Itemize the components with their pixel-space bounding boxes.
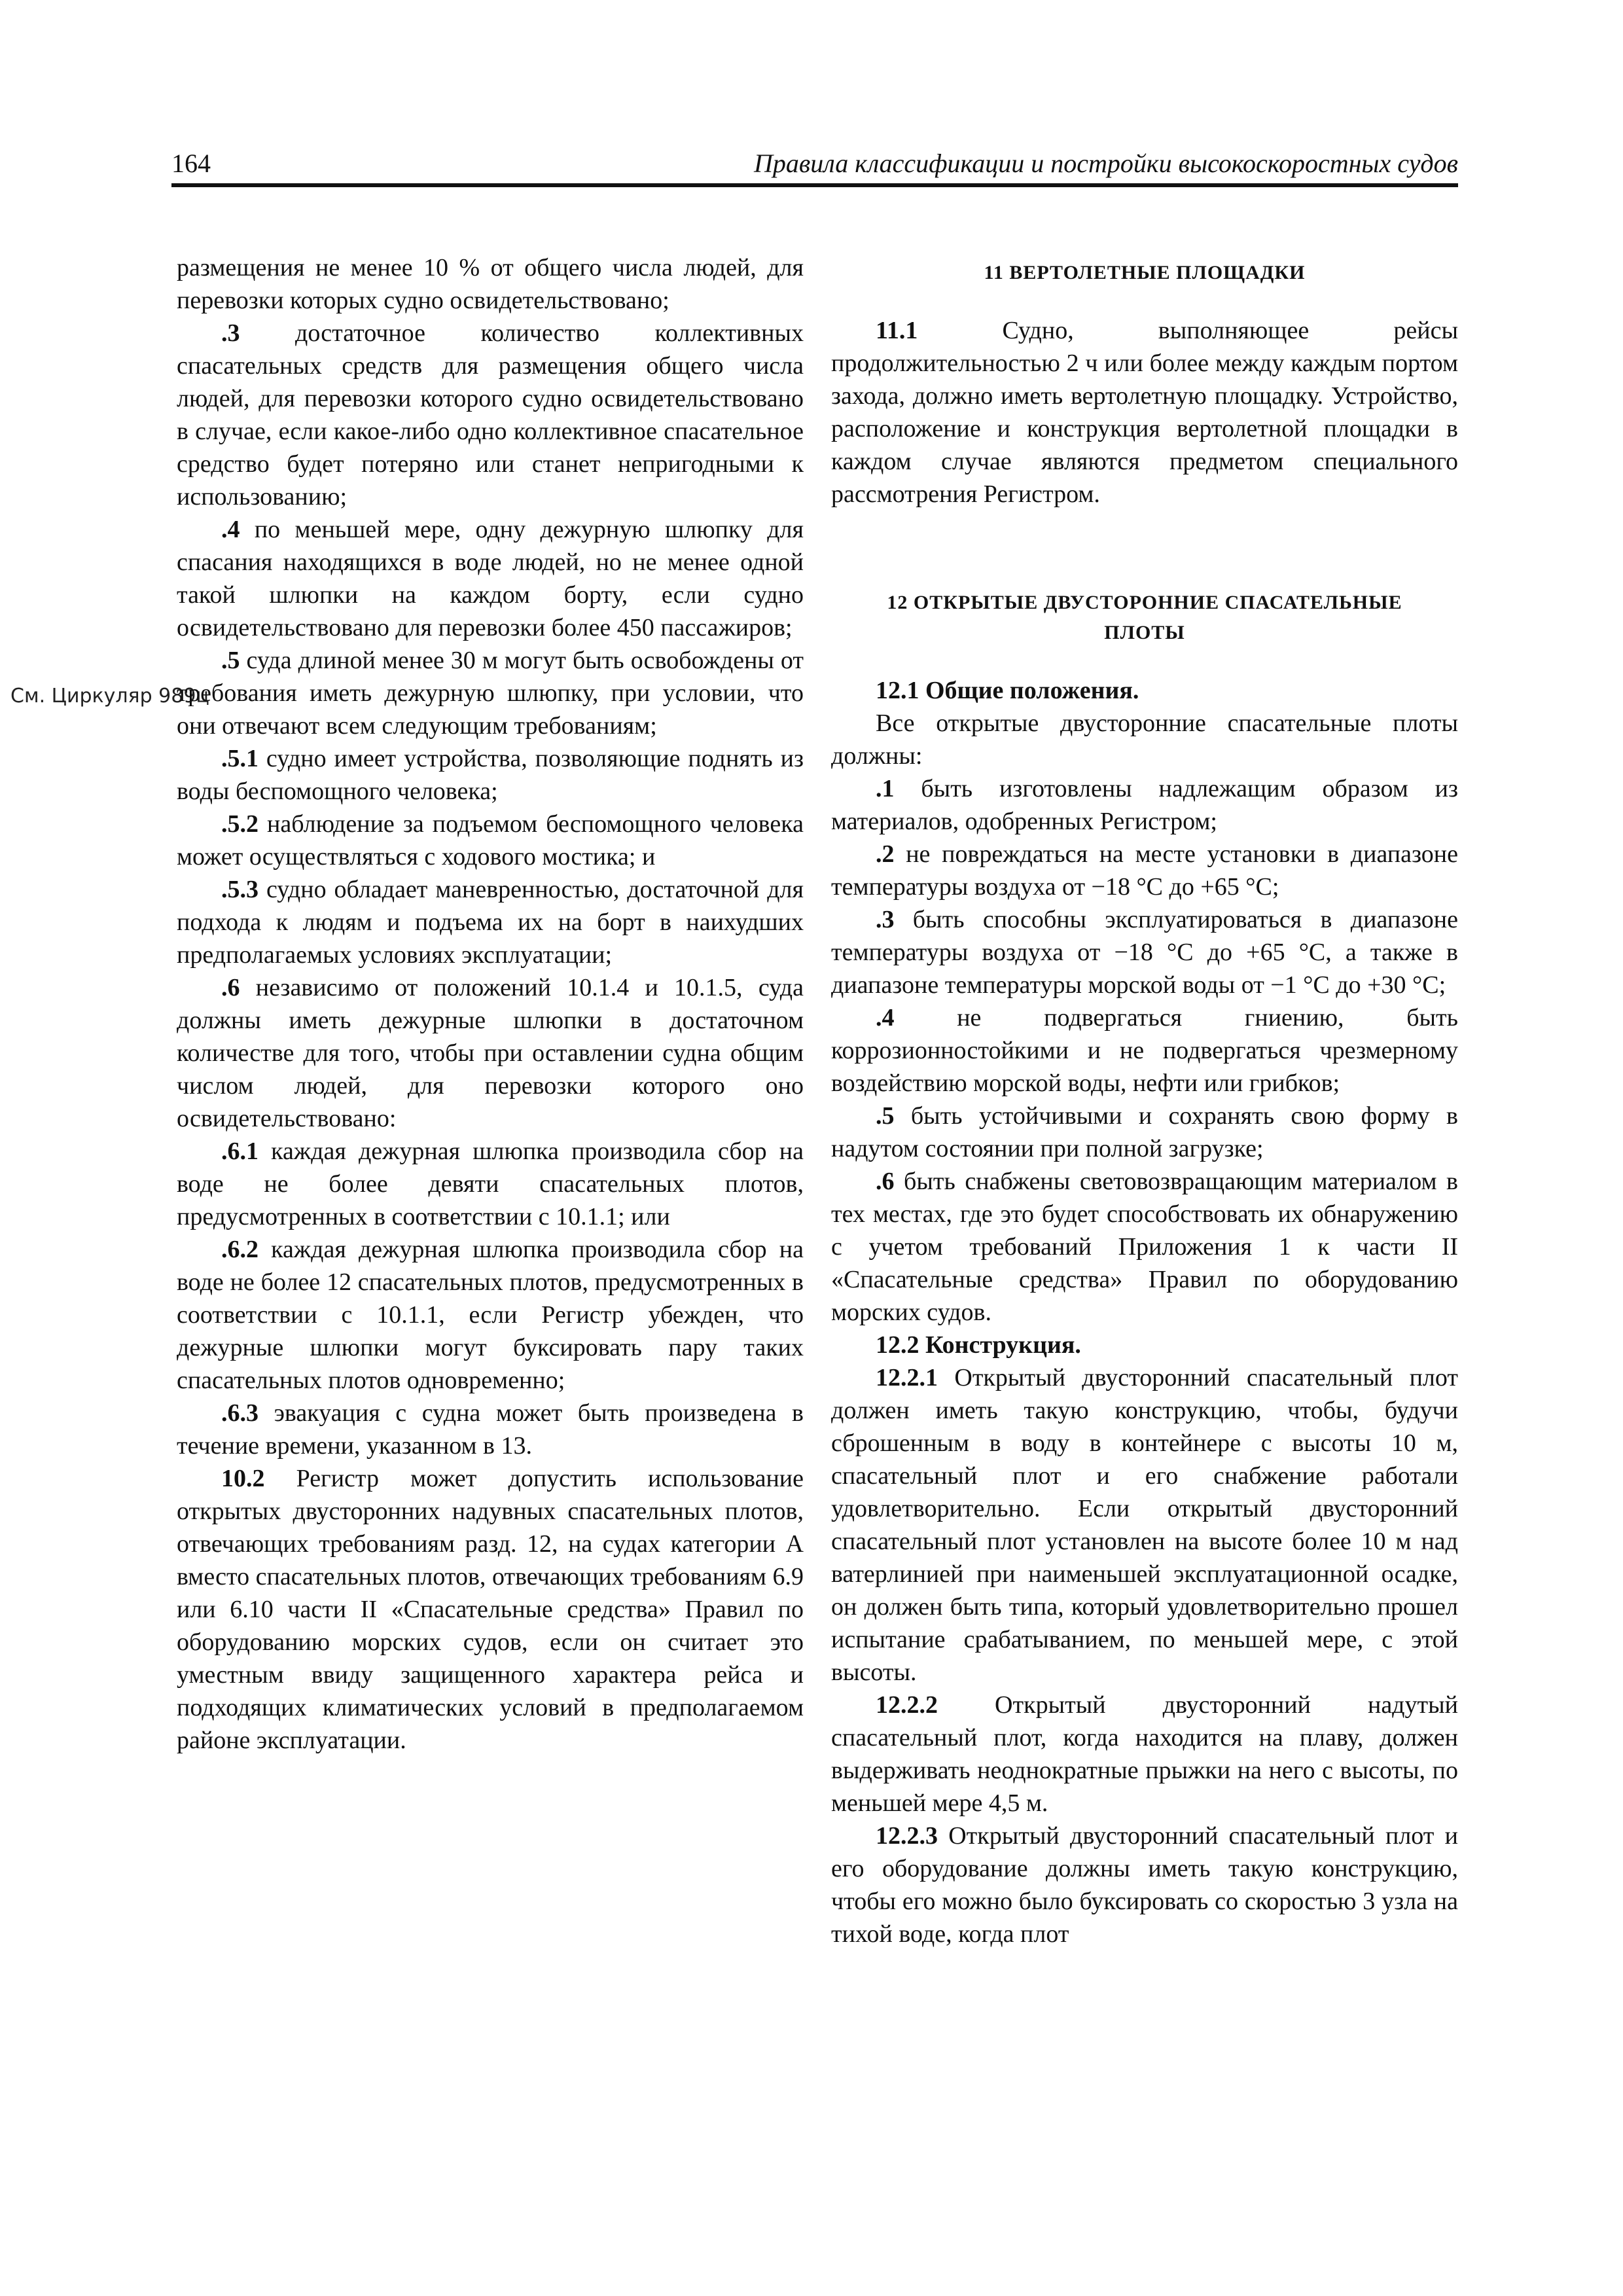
paragraph xyxy=(831,838,1458,903)
subsection-title xyxy=(831,1329,1458,1361)
paragraph xyxy=(831,1100,1458,1165)
paragraph-text: каждая дежурная шлюпка производила сбор на воде не более 12 спасательных плотов, предусмотренных в соответствии с 10.1.1, если Регистр убежден, что дежурные шлюпки могут буксировать пару таких спасательных плотов одновременно; xyxy=(177,1236,804,1394)
paragraph-text: каждая дежурная шлюпка производила сбор на воде не более девяти спасательных плотов, предусмотренных в соответствии с 10.1.1; или xyxy=(177,1138,804,1230)
page-header xyxy=(171,143,1458,187)
item-number: .6.2 xyxy=(221,1236,259,1263)
item-number: 10.2 xyxy=(221,1465,265,1492)
subsection-title-text: 12.2 Конструкция. xyxy=(876,1331,1081,1359)
item-number: .6 xyxy=(221,974,240,1001)
paragraph xyxy=(177,317,804,513)
paragraph-text: эвакуация с судна может быть произведена в течение времени, указанном в 13. xyxy=(177,1399,804,1460)
item-number: .4 xyxy=(876,1004,895,1031)
paragraph xyxy=(831,903,1458,1001)
paragraph xyxy=(177,873,804,971)
paragraph-text: Судно, выполняющее рейсы продолжительностью 2 ч или более между каждым портом захода, должно иметь вертолетную площадку. Устройство, расположение и конструкция вертолетной площадки в каждом случае являются предметом специального рассмотрения Регистром. xyxy=(831,317,1458,508)
paragraph-text: Открытый двусторонний надутый спасательный плот, когда находится на плаву, должен выдерживать неоднократные прыжки на него с высоты, по меньшей мере 4,5 м. xyxy=(831,1691,1458,1817)
paragraph: Все открытые двусторонние спасательные плоты должны: xyxy=(831,709,1458,770)
paragraph-text: Открытый двусторонний спасательный плот должен иметь такую конструкцию, чтобы, будучи сброшенным в воду в контейнере с высоты 10 м, спасательный плот и его снабжение работали удовлетворительно. Если открытый двусторонний спасательный плот установлен на высоте более 10 м над ватерлинией при наименьшей эксплуатационной осадке, он должен быть типа, который удовлетворительно прошел испытание срабатыванием, по меньшей мере, с этой высоты. xyxy=(831,1364,1458,1686)
paragraph xyxy=(831,1001,1458,1100)
page-number: 164 xyxy=(171,149,211,178)
margin-note: См. Циркуляр 989ц xyxy=(10,685,209,708)
subsection-title-text: 12.1 Общие положения. xyxy=(876,677,1139,704)
paragraph xyxy=(831,1820,1458,1950)
paragraph-text: не повреждаться на месте установки в диапазоне температуры воздуха от −18 °С до +65 °С; xyxy=(831,840,1458,901)
paragraph xyxy=(831,1361,1458,1689)
paragraph-text: судно обладает маневренностью, достаточной для подхода к людям и подъема их на борт в наихудших предполагаемых условиях эксплуатации; xyxy=(177,876,804,969)
item-number: .2 xyxy=(876,840,895,868)
item-number: .1 xyxy=(876,775,895,802)
paragraph xyxy=(177,971,804,1135)
paragraph xyxy=(177,808,804,873)
paragraph-text: быть снабжены световозвращающим материалом в тех местах, где это будет способствовать их обнаружению с учетом требований Приложения 1 к части II «Спасательные средства» Правил по оборудованию морских судов. xyxy=(831,1168,1458,1326)
item-number: .3 xyxy=(876,906,895,933)
paragraph xyxy=(831,314,1458,511)
paragraph xyxy=(177,513,804,644)
paragraph xyxy=(177,1135,804,1233)
left-column xyxy=(177,251,804,1757)
item-number: .5 xyxy=(876,1102,895,1130)
paragraph xyxy=(177,742,804,808)
item-number: .5.2 xyxy=(221,810,259,838)
paragraph-text: не подвергаться гниению, быть коррозионностойкими и не подвергаться чрезмерному воздействию морской воды, нефти или грибков; xyxy=(831,1004,1458,1097)
right-column xyxy=(831,251,1458,1950)
paragraph-text: достаточное количество коллективных спасательных средств для размещения общего числа людей, для перевозки которого судно освидетельствовано в случае, если какое-либо одно коллективное спасательное средство будет потеряно или станет непригодными к использованию; xyxy=(177,319,804,511)
paragraph-text: по меньшей мере, одну дежурную шлюпку для спасания находящихся в воде людей, но не менее одной такой шлюпки на каждом борту, если судно освидетельствовано для перевозки более 450 пассажиров; xyxy=(177,516,804,641)
item-number: .5.3 xyxy=(221,876,259,903)
subsection-title xyxy=(831,674,1458,707)
item-number: .6 xyxy=(876,1168,895,1195)
paragraph-text: быть способны эксплуатироваться в диапазоне температуры воздуха от −18 °С до +65 °С, а также в диапазоне температуры морской воды от −1 °С до +30 °С; xyxy=(831,906,1458,999)
paragraph xyxy=(177,1397,804,1462)
section-heading-12 xyxy=(831,588,1458,648)
paragraph xyxy=(177,1233,804,1397)
paragraph-text: быть изготовлены надлежащим образом из материалов, одобренных Регистром; xyxy=(831,775,1458,835)
paragraph-text: судно имеет устройства, позволяющие поднять из воды беспомощного человека; xyxy=(177,745,804,805)
paragraph xyxy=(177,644,804,742)
paragraph xyxy=(831,1689,1458,1820)
paragraph xyxy=(177,1462,804,1757)
item-number: 12.2.1 xyxy=(876,1364,938,1391)
paragraph xyxy=(831,772,1458,838)
item-number: 12.2.3 xyxy=(876,1822,938,1850)
item-number: 12.2.2 xyxy=(876,1691,938,1719)
paragraph xyxy=(831,1165,1458,1329)
paragraph-text: быть устойчивыми и сохранять свою форму в надутом состоянии при полной загрузке; xyxy=(831,1102,1458,1162)
running-title: Правила классификации и постройки высокоскоростных судов xyxy=(754,149,1458,178)
heading-line: 12 ОТКРЫТЫЕ ДВУСТОРОННИЕ СПАСАТЕЛЬНЫЕ xyxy=(887,592,1402,613)
paragraph-text: независимо от положений 10.1.4 и 10.1.5, суда должны иметь дежурные шлюпки в достаточном количестве для того, чтобы при оставлении судна общим числом людей, для перевозки которого оно освидетельствовано: xyxy=(177,974,804,1132)
item-number: 11.1 xyxy=(876,317,918,344)
item-number: .6.3 xyxy=(221,1399,259,1427)
item-number: .3 xyxy=(221,319,240,347)
item-number: .5 xyxy=(221,647,240,674)
section-heading-11: 11 ВЕРТОЛЕТНЫЕ ПЛОЩАДКИ xyxy=(984,262,1306,283)
item-number: .6.1 xyxy=(221,1138,259,1165)
paragraph-text: суда длиной менее 30 м могут быть освобождены от требования иметь дежурную шлюпку, при условии, что они отвечают всем следующим требованиям; xyxy=(177,647,804,740)
paragraph: размещения не менее 10 % от общего числа людей, для перевозки которых судно освидетельствовано; xyxy=(177,254,804,314)
paragraph-text: Регистр может допустить использование открытых двусторонних надувных спасательных плотов, отвечающих требованиям разд. 12, на судах категории А вместо спасательных плотов, отвечающих требованиям 6.9 или 6.10 части II «Спасательные средства» Правил по оборудованию морских судов, если он считает это уместным ввиду защищенного характера рейса и подходящих климатических условий в предполагаемом районе эксплуатации. xyxy=(177,1465,804,1754)
paragraph-text: наблюдение за подъемом беспомощного человека может осуществляться с ходового мостика; и xyxy=(177,810,804,870)
heading-line: ПЛОТЫ xyxy=(1104,622,1185,643)
item-number: .5.1 xyxy=(221,745,259,772)
paragraph-text: Открытый двусторонний спасательный плот и его оборудование должны иметь такую конструкцию, чтобы его можно было буксировать со скоростью 3 узла на тихой воде, когда плот xyxy=(831,1822,1458,1948)
item-number: .4 xyxy=(221,516,240,543)
